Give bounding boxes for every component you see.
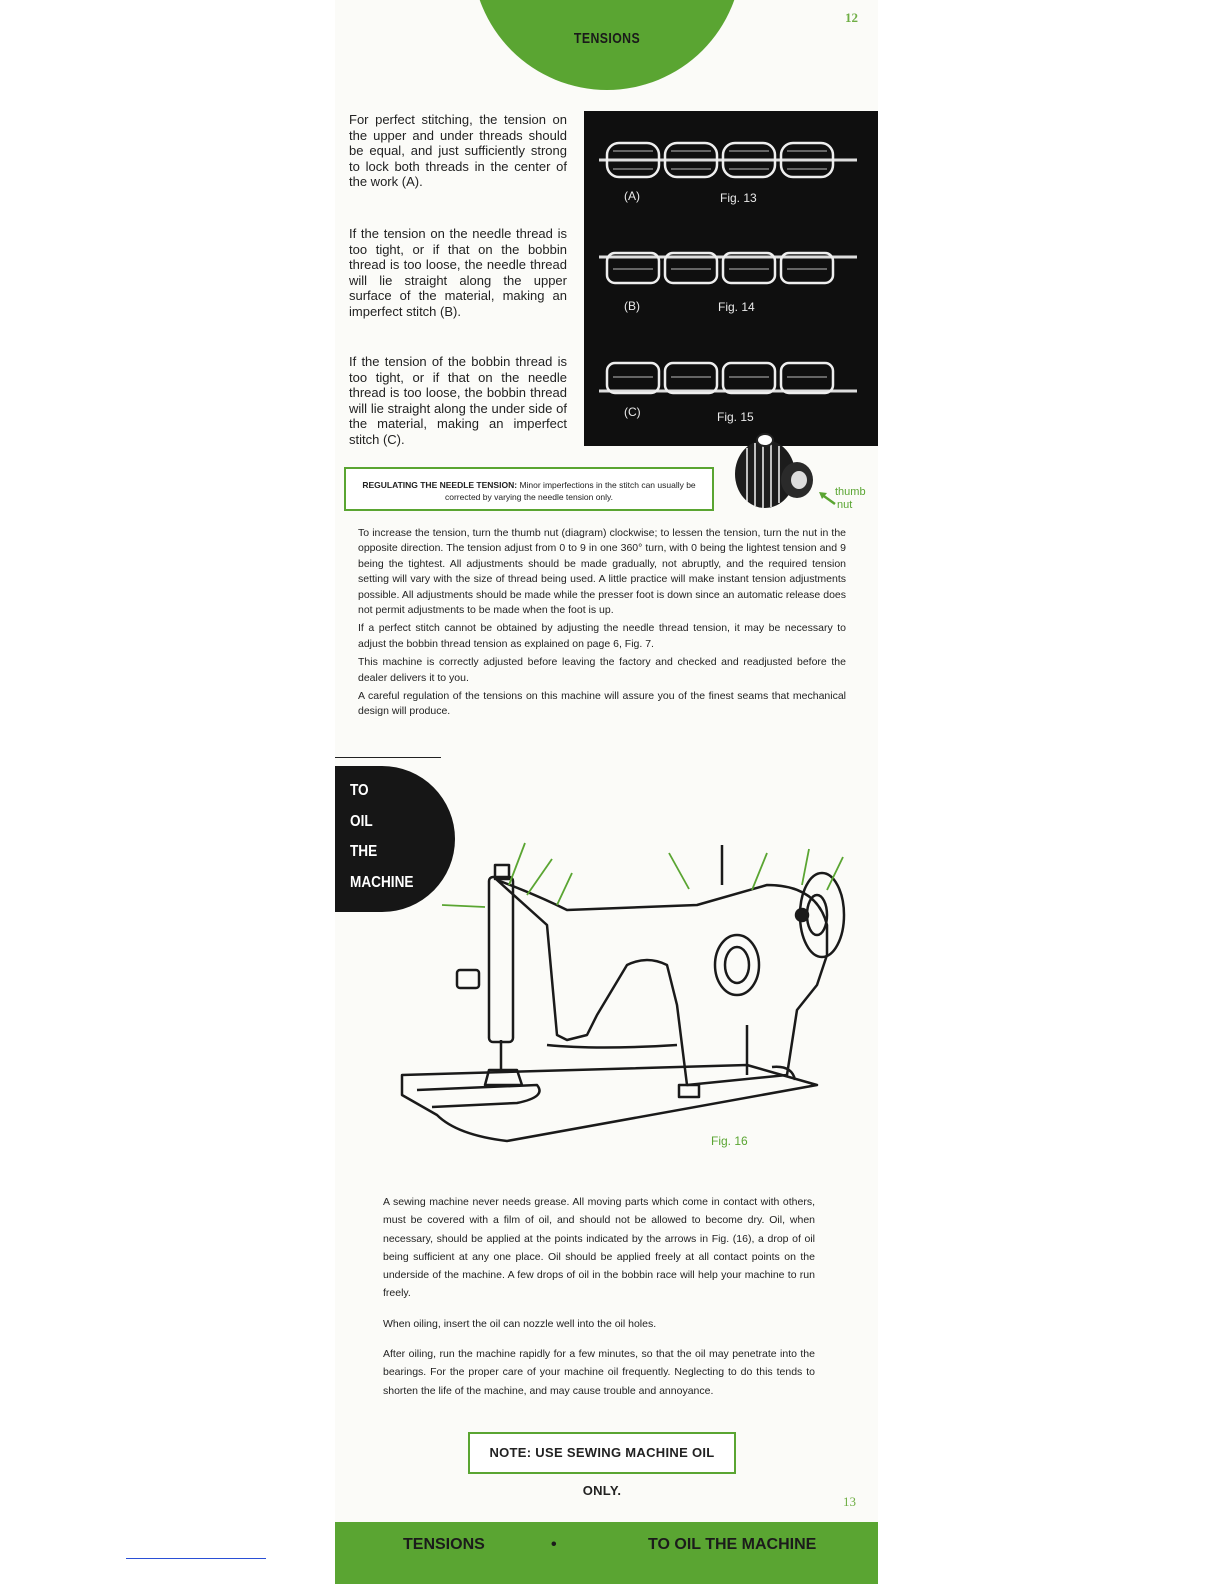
regulating-needle-tension-box [344,467,714,511]
footer-separator: • [551,1536,557,1553]
tension-body-1: To increase the tension, turn the thumb nut (diagram) clockwise; to lessen the tension, turn the nut in the opposite direction. The tension adjust from 0 to 9 in one 360° turn, with 0 being the lightest tension and 9 being the tightest. All adjustments should be made gradually, not abruptly, and the required tension setting will vary with the size of thread being used. A little practice will make instant tension adjustments possible. All adjustments should be made while the presser foot is down since an automatic release does not permit adjustments to be made when the foot is up. [358,527,846,617]
tension-paragraph-b: If the tension on the needle thread is too tight, or if that on the bobbin thread is too loose, the needle thread will lie straight along the upper surface of the material, making an imperfect stitch (B). [349,226,567,319]
section-title-tensions: TENSIONS [573,30,641,47]
oil-note-box: NOTE: USE SEWING MACHINE OIL ONLY. [468,1432,736,1474]
footer-bar [335,1522,878,1584]
sewing-machine-illustration [397,835,862,1150]
manual-page [335,0,878,1584]
thumb-label-line2: nut [837,499,853,511]
page-underline [126,1558,266,1559]
oil-tab-line4: MACHINE [350,874,414,891]
tension-paragraph-c: If the tension of the bobbin thread is too tight, or if that on the needle thread is too loose, the bobbin thread will lie straight along the under side of the material, making an imperfect stitch (C). [349,354,567,447]
oil-paragraph-1: A sewing machine never needs grease. All moving parts which come in contact with others, must be covered with a film of oil, and should not be allowed to become dry. Oil, when necessary, should be applied at the points indicated by the arrows in Fig. (16), a drop of oil being sufficient at any one place. Oil should be applied freely at all contact points on the underside of the machine. A few drops of oil in the bobbin race will help your machine to run freely. [383,1196,815,1300]
footer-oil-machine: TO OIL THE MACHINE [648,1536,817,1553]
oiling-instructions [383,1193,815,1412]
figure-caption-16: Fig. 16 [711,1134,748,1148]
thumb-label-line1: thumb [835,486,866,498]
oil-tab-line2: OIL [350,813,373,830]
thumb-nut-label [835,486,866,512]
page-number-bottom: 13 [843,1494,856,1509]
figure-caption-14: Fig. 14 [718,300,755,314]
stitch-figures-panel [584,111,878,446]
figure-letter-c: (C) [624,405,641,419]
oil-paragraph-2: When oiling, insert the oil can nozzle well into the oil holes. [383,1317,657,1330]
tension-instructions [358,526,846,723]
thumb-nut-arrow-icon [817,490,837,506]
figure-caption-15: Fig. 15 [717,410,754,424]
tension-body-4: A careful regulation of the tensions on this machine will assure you of the finest seams that mechanical design will produce. [358,690,846,718]
stitch-illustration-c [599,355,857,401]
oil-tab-line3: THE [350,843,378,860]
tension-paragraph-a: For perfect stitching, the tension on the upper and under threads should be equal, and just sufficiently strong to lock both threads in the center of the work (A). [349,112,567,189]
tension-body-3: This machine is correctly adjusted before leaving the factory and checked and readjusted before the dealer delivers it to you. [358,656,846,684]
regulating-heading: REGULATING THE NEEDLE TENSION: [362,480,518,490]
tension-body-2: If a perfect stitch cannot be obtained by adjusting the needle thread tension, it may be necessary to adjust the bobbin thread tension as explained on page 6, Fig. 7. [358,622,846,650]
oil-tab-line1: TO [350,782,369,799]
stitch-illustration-a [599,137,857,183]
footer-tensions: TENSIONS [403,1536,485,1553]
page-number-top: 12 [845,10,858,25]
oil-paragraph-3: After oiling, run the machine rapidly for a few minutes, so that the oil may penetrate into the bearings. For the proper care of your machine oil frequently. Neglecting to do this tends to shorten the life of the machine, and may cause trouble and annoyance. [383,1348,815,1397]
figure-letter-b: (B) [624,299,640,313]
figure-letter-a: (A) [624,189,640,203]
stitch-illustration-b [599,247,857,293]
figure-caption-13: Fig. 13 [720,191,757,205]
thumb-nut-diagram [725,432,825,514]
regulating-text: Minor imperfections in the stitch can usually be corrected by varying the needle tension only. [444,480,696,502]
section-divider [335,757,441,758]
